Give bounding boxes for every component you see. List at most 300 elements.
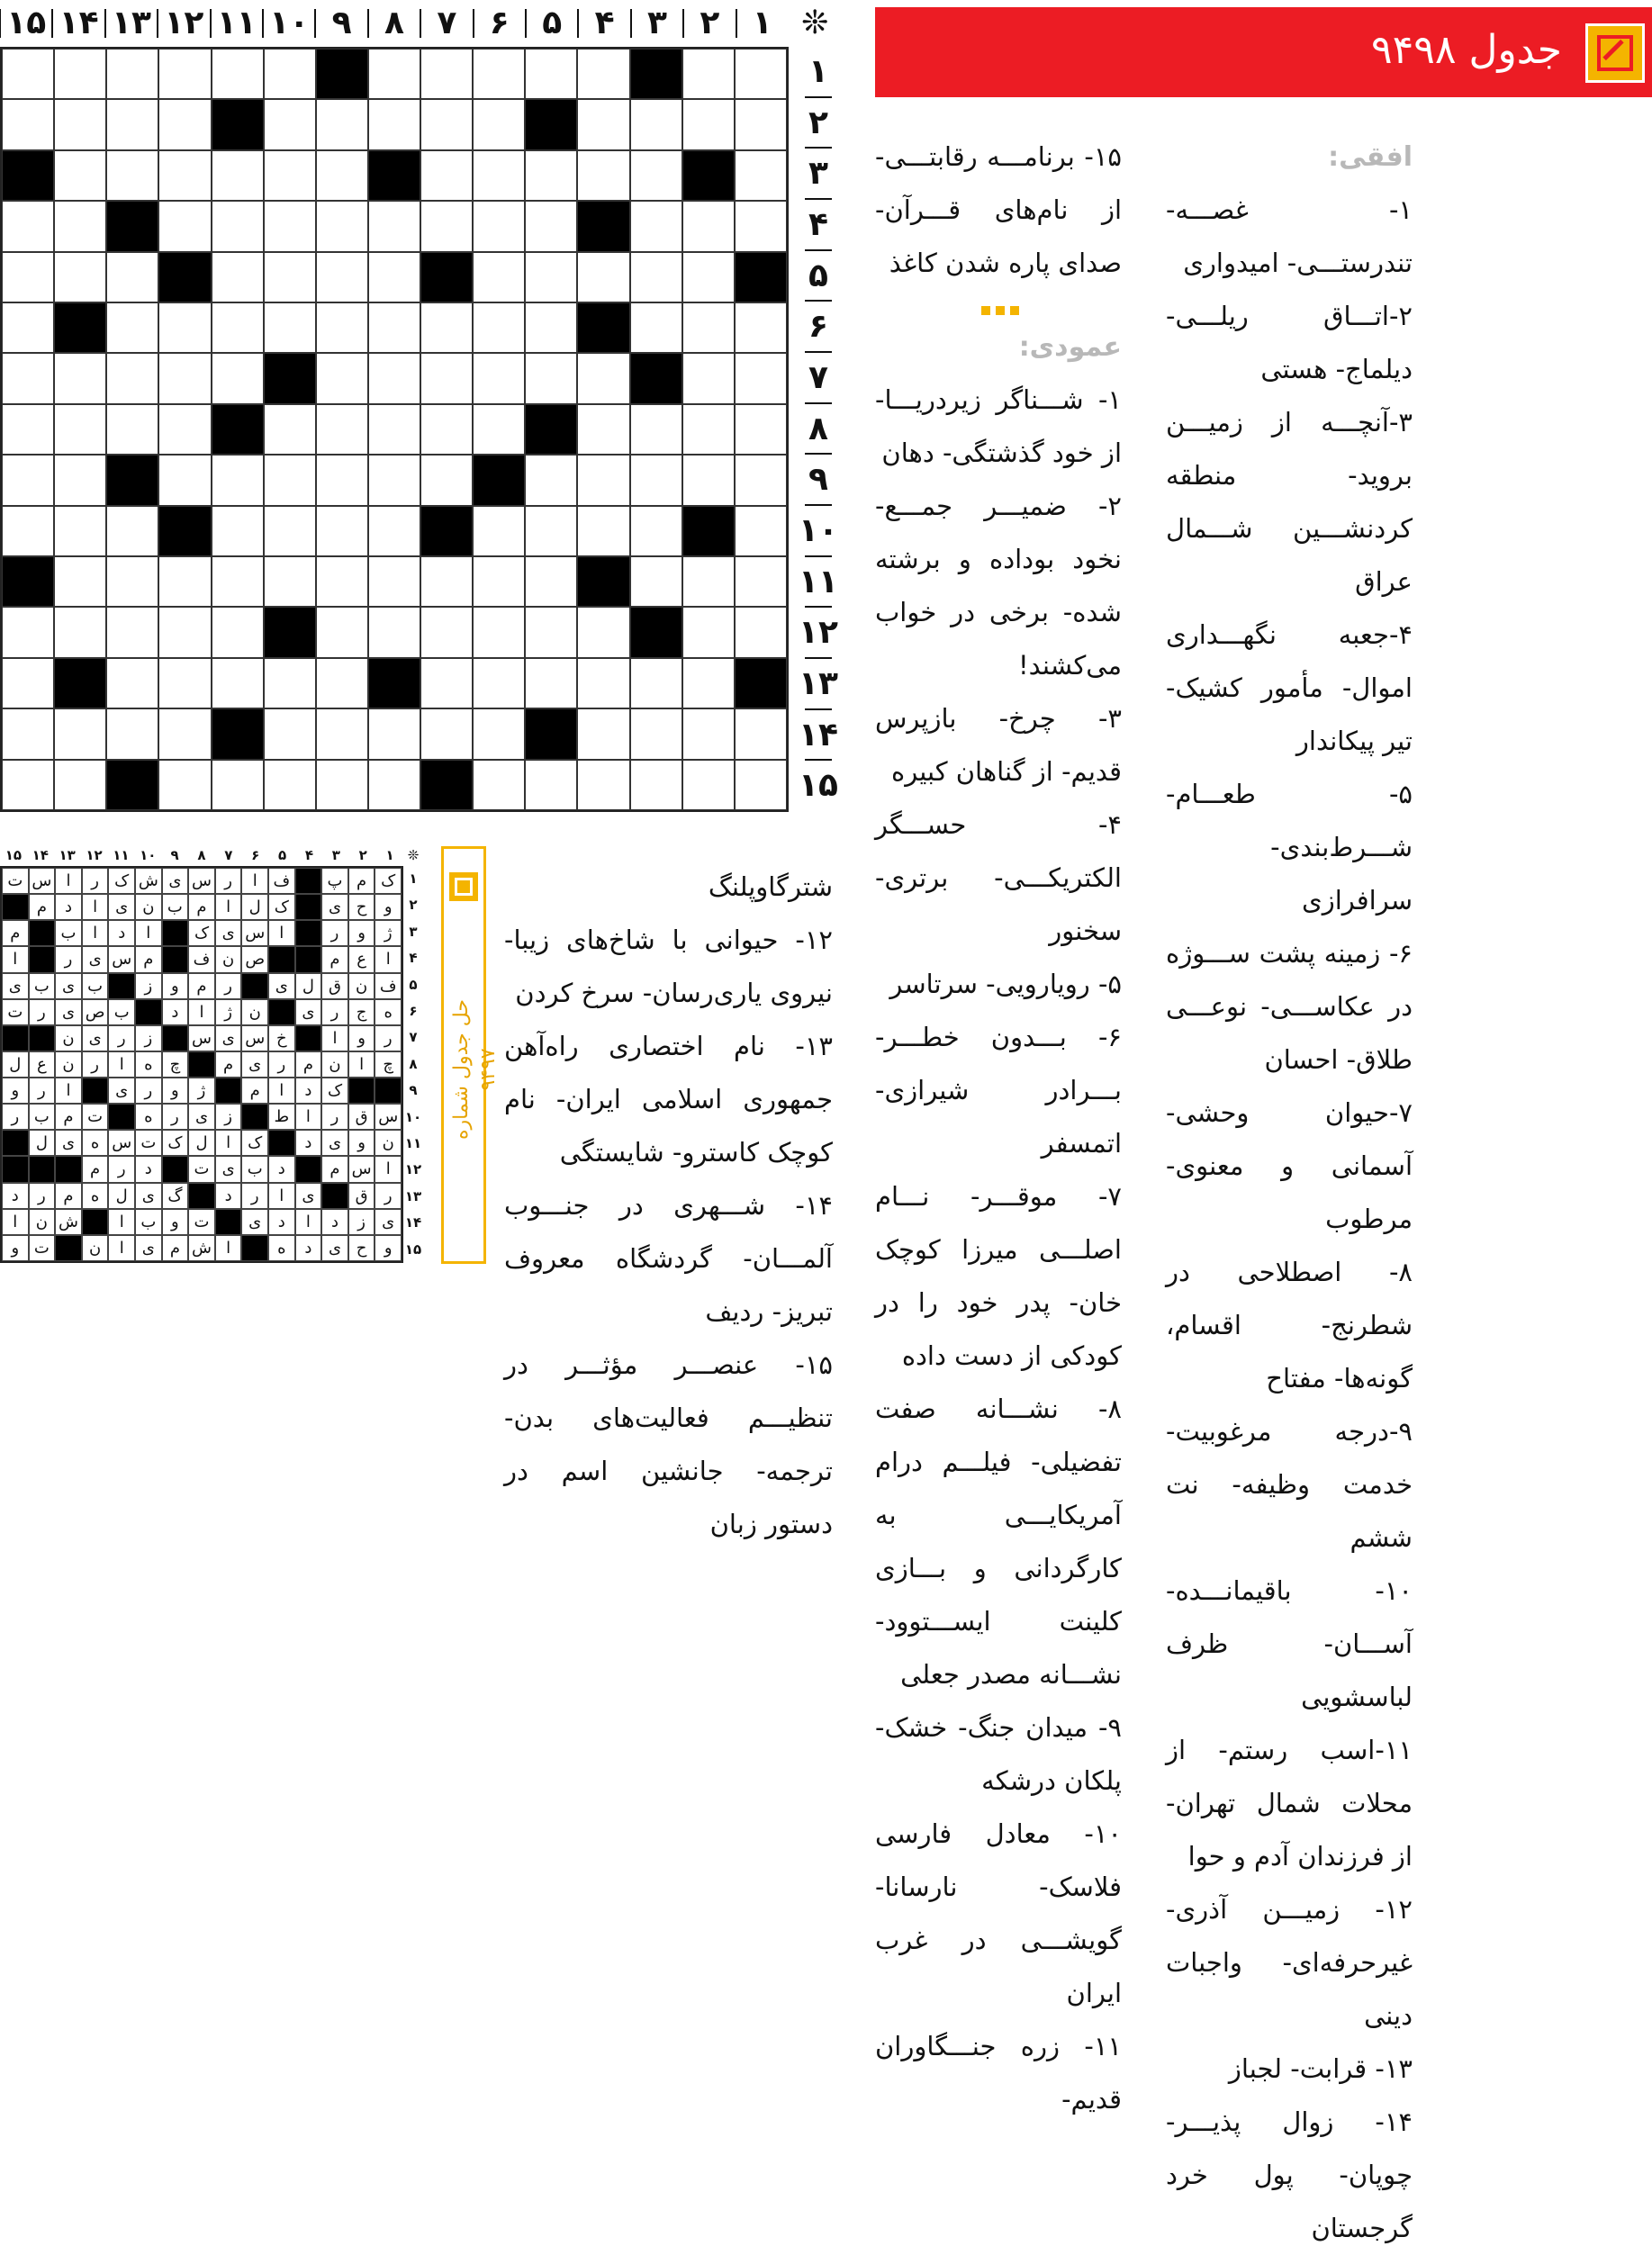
grid-cell[interactable]	[735, 404, 787, 455]
solution-cell: م	[321, 946, 348, 972]
grid-cell[interactable]	[735, 150, 787, 201]
grid-cell[interactable]	[525, 49, 577, 99]
solution-cell: ب	[108, 999, 135, 1025]
solution-cell: پ	[321, 868, 348, 894]
grid-cell[interactable]	[525, 658, 577, 708]
row-separator	[805, 708, 832, 710]
grid-cell[interactable]	[525, 353, 577, 403]
grid-cell[interactable]	[264, 201, 316, 251]
grid-cell[interactable]	[473, 302, 525, 353]
solution-cell: ح	[348, 894, 375, 920]
grid-cell[interactable]	[316, 201, 368, 251]
solution-cell: ل	[241, 894, 268, 920]
grid-cell[interactable]	[316, 607, 368, 657]
solution-black-cell	[321, 1183, 348, 1209]
column-number: ۱۳	[112, 5, 151, 41]
grid-cell[interactable]	[158, 760, 211, 810]
grid-cell[interactable]	[54, 556, 106, 607]
grid-cell[interactable]	[525, 201, 577, 251]
solution-cell: ق	[321, 973, 348, 999]
grid-cell[interactable]	[264, 99, 316, 149]
solution-logo-icon	[449, 872, 478, 901]
grid-cell[interactable]	[735, 556, 787, 607]
grid-cell[interactable]	[368, 302, 420, 353]
grid-cell[interactable]	[158, 353, 211, 403]
grid-cell[interactable]	[212, 302, 264, 353]
solution-black-cell	[295, 920, 322, 946]
solution-cell: ل	[295, 973, 322, 999]
grid-cell[interactable]	[420, 607, 473, 657]
row-number: ۱۰	[799, 512, 838, 549]
crossword-grid[interactable]	[0, 47, 789, 812]
grid-cell[interactable]	[158, 99, 211, 149]
column-number: ۵	[542, 5, 563, 41]
grid-cell[interactable]	[212, 49, 264, 99]
grid-cell[interactable]	[158, 556, 211, 607]
solution-cell: ن	[135, 894, 162, 920]
grid-cell[interactable]	[368, 201, 420, 251]
solution-cell: و	[375, 1235, 402, 1261]
grid-cell[interactable]	[630, 404, 682, 455]
grid-cell[interactable]	[316, 252, 368, 302]
solution-cell: ی	[321, 894, 348, 920]
grid-cell[interactable]	[2, 353, 54, 403]
grid-cell[interactable]	[316, 404, 368, 455]
grid-cell[interactable]	[106, 607, 158, 657]
grid-cell[interactable]	[577, 506, 629, 556]
grid-cell[interactable]	[577, 252, 629, 302]
grid-cell[interactable]	[577, 708, 629, 759]
grid-cell[interactable]	[577, 353, 629, 403]
grid-cell[interactable]	[735, 455, 787, 505]
solution-cell: خ	[268, 1025, 295, 1051]
grid-cell[interactable]	[420, 658, 473, 708]
grid-cell[interactable]	[473, 49, 525, 99]
grid-cell[interactable]	[473, 201, 525, 251]
grid-cell[interactable]	[473, 506, 525, 556]
solution-black-cell	[268, 1130, 295, 1156]
solution-column-numbers	[0, 844, 423, 866]
solution-banner	[441, 846, 500, 1264]
solution-cell: س	[188, 868, 215, 894]
grid-cell[interactable]	[682, 658, 735, 708]
grid-cell[interactable]	[2, 99, 54, 149]
grid-cell[interactable]	[212, 252, 264, 302]
grid-cell[interactable]	[420, 708, 473, 759]
grid-cell[interactable]	[316, 302, 368, 353]
row-number: ۱۲	[799, 614, 838, 652]
grid-cell[interactable]	[420, 150, 473, 201]
solution-cell: ی	[295, 1183, 322, 1209]
grid-cell[interactable]	[368, 506, 420, 556]
grid-cell[interactable]	[630, 455, 682, 505]
grid-cell[interactable]	[473, 150, 525, 201]
grid-cell[interactable]	[682, 49, 735, 99]
solution-black-cell	[348, 1078, 375, 1104]
solution-cell: ر	[321, 920, 348, 946]
grid-cell[interactable]	[158, 607, 211, 657]
solution-cell: ع	[29, 1051, 56, 1078]
grid-cell[interactable]	[368, 99, 420, 149]
grid-cell[interactable]	[577, 607, 629, 657]
grid-cell[interactable]	[158, 658, 211, 708]
grid-cell[interactable]	[54, 455, 106, 505]
solution-black-cell	[55, 1235, 82, 1261]
grid-cell[interactable]	[473, 404, 525, 455]
grid-cell[interactable]	[525, 455, 577, 505]
solution-cell: ب	[82, 973, 109, 999]
grid-cell[interactable]	[682, 252, 735, 302]
solution-cell: ر	[29, 999, 56, 1025]
grid-cell[interactable]	[682, 607, 735, 657]
grid-cell[interactable]	[2, 607, 54, 657]
grid-cell[interactable]	[577, 455, 629, 505]
grid-cell[interactable]	[577, 99, 629, 149]
solution-cell: ی	[215, 1025, 242, 1051]
grid-cell[interactable]	[158, 404, 211, 455]
grid-cell[interactable]	[106, 506, 158, 556]
grid-cell[interactable]	[158, 150, 211, 201]
grid-cell[interactable]	[420, 404, 473, 455]
solution-cell: ت	[29, 1235, 56, 1261]
solution-cell: ق	[348, 1104, 375, 1130]
solution-cell: ص	[82, 999, 109, 1025]
grid-cell[interactable]	[682, 302, 735, 353]
grid-cell[interactable]	[316, 658, 368, 708]
black-cell	[525, 404, 577, 455]
solution-black-cell	[2, 1130, 29, 1156]
grid-cell[interactable]	[54, 49, 106, 99]
column-number: ۹	[331, 5, 352, 41]
grid-cell[interactable]	[54, 607, 106, 657]
column-number: ۷	[437, 5, 457, 41]
grid-cell[interactable]	[525, 252, 577, 302]
grid-cell[interactable]	[525, 556, 577, 607]
row-separator	[805, 402, 832, 404]
corner-symbol: ❊	[801, 5, 829, 41]
grid-cell[interactable]	[525, 506, 577, 556]
grid-cell[interactable]	[158, 302, 211, 353]
grid-cell[interactable]	[54, 99, 106, 149]
grid-cell[interactable]	[368, 708, 420, 759]
grid-cell[interactable]	[525, 302, 577, 353]
black-cell	[368, 658, 420, 708]
solution-black-cell	[29, 1156, 56, 1182]
grid-cell[interactable]	[577, 49, 629, 99]
solution-cell: س	[108, 946, 135, 972]
grid-cell[interactable]	[630, 252, 682, 302]
clue: شترگاوپلنگ	[708, 871, 833, 902]
grid-cell[interactable]	[420, 49, 473, 99]
grid-cell[interactable]	[473, 708, 525, 759]
solution-column-number: ۲	[358, 847, 367, 863]
grid-cell[interactable]	[264, 506, 316, 556]
solution-cell: ی	[108, 894, 135, 920]
clue: ۲-اتـــاق ریلـــی- دیلماج- هستی	[1166, 301, 1413, 384]
grid-cell[interactable]	[630, 99, 682, 149]
row-separator	[805, 555, 832, 557]
grid-cell[interactable]	[316, 556, 368, 607]
grid-cell[interactable]	[264, 49, 316, 99]
grid-cell[interactable]	[473, 252, 525, 302]
grid-cell[interactable]	[682, 353, 735, 403]
solution-cell: س	[188, 1025, 215, 1051]
grid-cell[interactable]	[735, 49, 787, 99]
grid-cell[interactable]	[630, 658, 682, 708]
solution-cell: ن	[55, 1051, 82, 1078]
grid-cell[interactable]	[735, 99, 787, 149]
grid-cell[interactable]	[420, 99, 473, 149]
grid-cell[interactable]	[682, 99, 735, 149]
grid-cell[interactable]	[2, 658, 54, 708]
grid-cell[interactable]	[54, 353, 106, 403]
grid-cell[interactable]	[54, 506, 106, 556]
grid-cell[interactable]	[682, 455, 735, 505]
grid-cell[interactable]	[158, 49, 211, 99]
grid-cell[interactable]	[212, 760, 264, 810]
solution-cell: ر	[375, 1183, 402, 1209]
solution-cell: ا	[82, 894, 109, 920]
clue: ۹- میدان جنگ- خشک- پلکان درشکه	[875, 1712, 1122, 1796]
solution-cell: و	[2, 1078, 29, 1104]
grid-cell[interactable]	[212, 455, 264, 505]
solution-cell: د	[215, 1183, 242, 1209]
solution-cell: ا	[135, 920, 162, 946]
grid-cell[interactable]	[735, 201, 787, 251]
grid-cell[interactable]	[2, 302, 54, 353]
grid-cell[interactable]	[106, 49, 158, 99]
grid-cell[interactable]	[735, 353, 787, 403]
grid-cell[interactable]	[682, 708, 735, 759]
grid-cell[interactable]	[2, 760, 54, 810]
solution-row-number: ۱۲	[404, 1161, 422, 1178]
grid-cell[interactable]	[525, 150, 577, 201]
grid-cell[interactable]	[368, 252, 420, 302]
grid-cell[interactable]	[630, 556, 682, 607]
grid-cell[interactable]	[212, 201, 264, 251]
solution-black-cell	[241, 973, 268, 999]
grid-cell[interactable]	[54, 252, 106, 302]
grid-cell[interactable]	[264, 708, 316, 759]
solution-cell: ه	[82, 1183, 109, 1209]
grid-cell[interactable]	[264, 252, 316, 302]
grid-cell[interactable]	[212, 353, 264, 403]
black-cell	[525, 708, 577, 759]
grid-cell[interactable]	[473, 353, 525, 403]
grid-cell[interactable]	[264, 760, 316, 810]
grid-cell[interactable]	[106, 404, 158, 455]
solution-cell: ه	[135, 1051, 162, 1078]
grid-cell[interactable]	[54, 201, 106, 251]
column-number: ۲	[700, 5, 720, 41]
grid-cell[interactable]	[368, 353, 420, 403]
grid-cell[interactable]	[212, 607, 264, 657]
grid-cell[interactable]	[682, 201, 735, 251]
row-number: ۱۴	[799, 716, 838, 753]
solution-cell: ی	[82, 946, 109, 972]
solution-cell: و	[162, 973, 189, 999]
solution-cell: ه	[268, 1235, 295, 1261]
grid-cell[interactable]	[735, 302, 787, 353]
grid-cell[interactable]	[106, 252, 158, 302]
grid-cell[interactable]	[212, 556, 264, 607]
solution-cell: و	[348, 1130, 375, 1156]
grid-cell[interactable]	[212, 658, 264, 708]
solution-cell: ر	[241, 1183, 268, 1209]
grid-cell[interactable]	[316, 99, 368, 149]
grid-cell[interactable]	[525, 760, 577, 810]
grid-cell[interactable]	[420, 556, 473, 607]
clue: ۱۳- قرابت- لجباز	[1228, 2053, 1413, 2084]
grid-cell[interactable]	[577, 760, 629, 810]
grid-cell[interactable]	[2, 455, 54, 505]
grid-cell[interactable]	[264, 658, 316, 708]
row-number: ۹	[808, 461, 828, 499]
grid-cell[interactable]	[54, 150, 106, 201]
column-number: ۴	[594, 5, 615, 41]
grid-cell[interactable]	[473, 556, 525, 607]
solution-cell: ی	[215, 920, 242, 946]
grid-cell[interactable]	[682, 760, 735, 810]
grid-cell[interactable]	[264, 556, 316, 607]
grid-cell[interactable]	[264, 404, 316, 455]
grid-cell[interactable]	[264, 150, 316, 201]
solution-row-number: ۱۰	[404, 1108, 422, 1125]
grid-cell[interactable]	[420, 201, 473, 251]
grid-cell[interactable]	[368, 556, 420, 607]
grid-cell[interactable]	[735, 708, 787, 759]
grid-cell[interactable]	[316, 150, 368, 201]
black-cell	[158, 252, 211, 302]
solution-cell: و	[2, 1235, 29, 1261]
grid-cell[interactable]	[630, 760, 682, 810]
solution-cell: ی	[295, 999, 322, 1025]
grid-cell[interactable]	[577, 404, 629, 455]
grid-cell[interactable]	[735, 760, 787, 810]
grid-cell[interactable]	[420, 302, 473, 353]
solution-cell: ا	[2, 946, 29, 972]
solution-black-cell	[162, 920, 189, 946]
solution-cell: ا	[268, 1078, 295, 1104]
grid-cell[interactable]	[212, 506, 264, 556]
solution-black-cell	[55, 1156, 82, 1182]
grid-cell[interactable]	[630, 201, 682, 251]
grid-cell[interactable]	[106, 658, 158, 708]
solution-black-cell	[268, 999, 295, 1025]
grid-cell[interactable]	[368, 49, 420, 99]
grid-cell[interactable]	[2, 708, 54, 759]
grid-cell[interactable]	[2, 252, 54, 302]
solution-row-numbers	[403, 866, 423, 1263]
clue: ۱۲- حیوانی با شاخ‌های زیبا- نیروی یاری‌رسان- سرخ کردن	[504, 925, 833, 1008]
grid-cell[interactable]	[577, 150, 629, 201]
grid-cell[interactable]	[316, 353, 368, 403]
grid-cell[interactable]	[525, 607, 577, 657]
solution-cell: ر	[82, 868, 109, 894]
grid-cell[interactable]	[316, 455, 368, 505]
solution-cell: ن	[215, 946, 242, 972]
solution-cell: ا	[108, 1209, 135, 1235]
grid-cell[interactable]	[420, 455, 473, 505]
solution-cell: ز	[135, 1025, 162, 1051]
grid-cell[interactable]	[54, 760, 106, 810]
grid-cell[interactable]	[368, 404, 420, 455]
grid-cell[interactable]	[630, 150, 682, 201]
black-cell	[630, 49, 682, 99]
grid-cell[interactable]	[473, 760, 525, 810]
grid-cell[interactable]	[630, 708, 682, 759]
solution-black-cell	[82, 1078, 109, 1104]
grid-cell[interactable]	[2, 506, 54, 556]
grid-cell[interactable]	[106, 302, 158, 353]
solution-cell: ا	[295, 1209, 322, 1235]
grid-cell[interactable]	[630, 302, 682, 353]
grid-cell[interactable]	[158, 201, 211, 251]
solution-cell: ی	[268, 973, 295, 999]
grid-cell[interactable]	[54, 404, 106, 455]
grid-cell[interactable]	[682, 556, 735, 607]
grid-cell[interactable]	[106, 150, 158, 201]
solution-column-number: ۱۰	[140, 847, 157, 863]
grid-cell[interactable]	[368, 455, 420, 505]
solution-cell: ژ	[188, 1078, 215, 1104]
solution-cell: ر	[162, 1104, 189, 1130]
grid-cell[interactable]	[158, 455, 211, 505]
grid-cell[interactable]	[473, 607, 525, 657]
column-number: ۶	[489, 5, 510, 41]
grid-cell[interactable]	[2, 49, 54, 99]
clue: ۱۵- برنامـــه رقابتـــی- از نام‌های قـــرآن- صدای پاره شدن کاغذ	[875, 141, 1122, 278]
grid-cell[interactable]	[735, 607, 787, 657]
grid-cell[interactable]	[106, 99, 158, 149]
solution-cell: ا	[375, 946, 402, 972]
solution-cell: م	[188, 894, 215, 920]
grid-cell[interactable]	[682, 404, 735, 455]
grid-cell[interactable]	[368, 760, 420, 810]
grid-cell[interactable]	[420, 353, 473, 403]
solution-cell: ی	[55, 999, 82, 1025]
grid-cell[interactable]	[316, 760, 368, 810]
grid-cell[interactable]	[106, 353, 158, 403]
grid-cell[interactable]	[316, 506, 368, 556]
title-banner	[875, 7, 1652, 97]
grid-cell[interactable]	[54, 708, 106, 759]
solution-cell: ن	[241, 999, 268, 1025]
grid-cell[interactable]	[316, 708, 368, 759]
grid-cell[interactable]	[106, 708, 158, 759]
clue: ۱۰- معادل فارسی فلاسک- نارسانا- گویشـــی در غرب ایران	[875, 1818, 1122, 2008]
solution-column-number: ۵	[277, 847, 287, 863]
grid-cell[interactable]	[106, 556, 158, 607]
grid-cell[interactable]	[212, 150, 264, 201]
column-numbers	[0, 0, 842, 47]
grid-cell[interactable]	[577, 658, 629, 708]
grid-cell[interactable]	[2, 404, 54, 455]
grid-cell[interactable]	[735, 506, 787, 556]
grid-cell[interactable]	[473, 658, 525, 708]
solution-cell: ی	[108, 1078, 135, 1104]
grid-cell[interactable]	[368, 607, 420, 657]
grid-cell[interactable]	[630, 506, 682, 556]
grid-cell[interactable]	[264, 302, 316, 353]
grid-cell[interactable]	[2, 201, 54, 251]
solution-column-number: ۳	[331, 847, 340, 863]
grid-cell[interactable]	[158, 708, 211, 759]
row-separator	[805, 759, 832, 761]
grid-cell[interactable]	[264, 455, 316, 505]
solution-cell: ر	[29, 1078, 56, 1104]
grid-cell[interactable]	[473, 99, 525, 149]
